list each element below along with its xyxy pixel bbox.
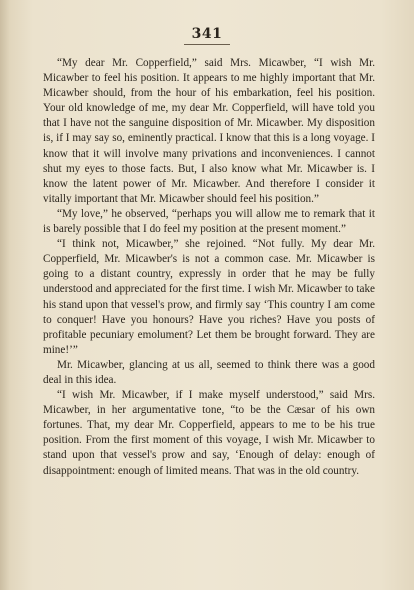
page-number: 341 — [191, 26, 223, 42]
paragraph: “My dear Mr. Copperfield,” said Mrs. Micawber, “I wish Mr. Micawber to feel his position. It appears to me highly important that Mr. Micawber should, from the hour of his embarkation, feel his position. Your old knowledge of me, my dear Mr. Copperfield, will have told you that I have not the sanguine disposition of Mr. Micawber. My disposition is, if I may say so, eminently practical. I know that this is a long voyage. I know that it will involve many privations and inconveniences. I cannot shut my eyes to those facts. But, I also know what Mr. Micawber is. I know the latent power of Mr. Micawber. And therefore I consider it vitally important that Mr. Micawber should feel his position.” — [43, 57, 375, 205]
paragraph: “My love,” he observed, “perhaps you will allow me to remark that it is barely possible that I do feel my position at the present moment.” — [43, 207, 375, 236]
body-text — [43, 56, 375, 479]
paragraph: Mr. Micawber, glancing at us all, seemed to think there was a good deal in this idea. — [43, 358, 375, 386]
paragraph: “I think not, Micawber,” she rejoined. “Not fully. My dear Mr. Copperfield, Mr. Micawber's is not a common case. Mr. Micawber is going to a distant country, expressly in order that he may be fully understood and appreciated for the first time. I wish Mr. Micawber to take his stand upon that vessel's prow, and firmly say ‘This country I am come to conquer! Have you honours? Have you riches? Have you posts of profitable pecuniary emolument? Let them be brought forward. They are mine!’” — [43, 238, 375, 356]
paragraph: “I wish Mr. Micawber, if I make myself understood,” said Mrs. Micawber, in her argumentative tone, “to be the Cæsar of his own fortunes. That, my dear Mr. Copperfield, appears to me to be his true position. From the first moment of this voyage, I wish Mr. Micawber to stand upon that vessel's prow and say, ‘Enough of delay: enough of disappointment: enough of limited means. That was in the old country. — [43, 389, 375, 477]
header-rule — [184, 44, 230, 45]
